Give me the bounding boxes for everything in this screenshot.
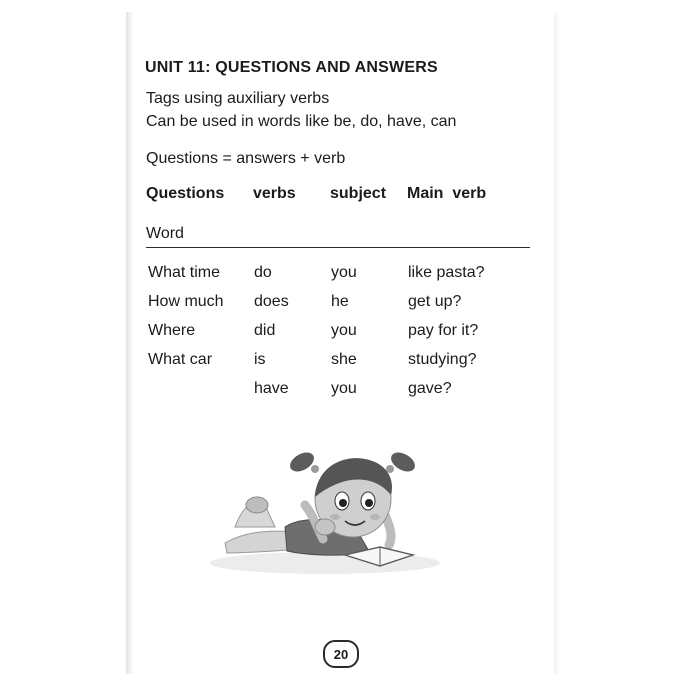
intro-line-2: Can be used in words like be, do, have, can	[146, 113, 457, 130]
verb-cell: does	[254, 293, 289, 310]
header-questions: Questions	[146, 185, 225, 202]
book-spine-shadow	[126, 12, 134, 674]
table-divider	[146, 247, 530, 248]
main-verb-cell: studying?	[408, 351, 477, 368]
subject-cell: you	[331, 380, 357, 397]
girl-reading-icon	[205, 435, 455, 580]
verb-cell: do	[254, 264, 272, 281]
verb-cell: have	[254, 380, 289, 397]
formula-line: Questions = answers + verb	[146, 150, 346, 167]
main-verb-cell: get up?	[408, 293, 462, 310]
subject-cell: she	[331, 351, 357, 368]
question-cell: What car	[148, 351, 213, 368]
verb-cell: did	[254, 322, 276, 339]
main-verb-cell: gave?	[408, 380, 452, 397]
unit-title: UNIT 11: QUESTIONS AND ANSWERS	[145, 59, 438, 76]
question-cell: What time	[148, 264, 221, 281]
subject-cell: you	[331, 264, 357, 281]
subject-cell: you	[331, 322, 357, 339]
subject-cell: he	[331, 293, 349, 310]
header-main-verb: Main verb	[407, 185, 487, 202]
subheader-word: Word	[146, 225, 184, 242]
main-verb-cell: like pasta?	[408, 264, 485, 281]
question-cell: How much	[148, 293, 224, 310]
intro-line-1: Tags using auxiliary verbs	[146, 90, 330, 107]
page-number: 20	[323, 640, 359, 668]
header-verbs: verbs	[253, 185, 296, 202]
question-cell: Where	[148, 322, 196, 339]
main-verb-cell: pay for it?	[408, 322, 479, 339]
verb-cell: is	[254, 351, 266, 368]
header-subject: subject	[330, 185, 387, 202]
page-edge-shadow	[554, 12, 560, 674]
